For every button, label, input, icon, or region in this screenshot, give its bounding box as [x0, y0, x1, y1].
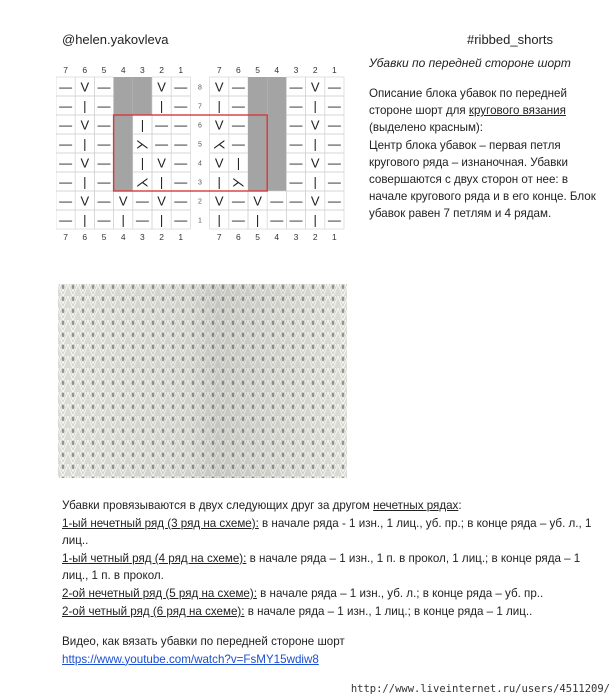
stitch-symbol: —: [97, 174, 111, 190]
stitch-symbol: ⋌: [135, 174, 149, 190]
stitch-symbol: |: [83, 136, 87, 152]
stitch-symbol: V: [310, 117, 320, 133]
instruction-4: [62, 603, 602, 621]
instruction-3: [62, 585, 602, 603]
stitch-symbol: —: [59, 174, 73, 190]
gray-cell: [267, 134, 286, 153]
stitch-symbol: |: [217, 212, 221, 228]
chart-title: Убавки по передней стороне шорт: [369, 56, 571, 70]
stitch-symbol: V: [310, 193, 320, 209]
row-number: 6: [198, 122, 202, 130]
instruction-2-head: 1-ый четный ряд (4 ряд на схеме):: [62, 551, 247, 565]
col-number-top: 7: [63, 65, 68, 75]
instruction-2: [62, 550, 602, 585]
gray-cell: [248, 134, 267, 153]
stitch-symbol: |: [159, 212, 164, 228]
stitch-symbol: —: [327, 98, 341, 114]
col-number-top: 4: [120, 65, 126, 75]
stitch-symbol: |: [217, 98, 221, 114]
stitch-symbol: —: [97, 136, 111, 152]
col-number-bottom: 3: [140, 232, 145, 242]
col-number-top: 1: [332, 65, 337, 75]
col-number-bottom: 7: [216, 232, 222, 242]
stitch-symbol: —: [289, 155, 303, 171]
gray-cell: [114, 134, 133, 153]
col-number-bottom: 7: [63, 232, 68, 242]
stitch-symbol: —: [174, 117, 188, 133]
stitch-symbol: —: [174, 136, 188, 152]
stitch-symbol: V: [157, 155, 166, 171]
stitch-symbol: |: [140, 155, 145, 171]
col-number-bottom: 2: [312, 232, 318, 242]
desc-part1: Описание блока убавок по передней стороне шорт для: [369, 87, 567, 118]
col-number-top: 4: [274, 65, 280, 75]
stitch-symbol: V: [157, 79, 166, 95]
stitch-symbol: —: [59, 98, 73, 114]
stitch-symbol: —: [97, 79, 111, 95]
stitch-symbol: —: [270, 193, 284, 209]
stitch-symbol: —: [135, 212, 149, 228]
stitch-symbol: —: [174, 155, 188, 171]
row-number: 1: [198, 217, 202, 225]
gray-cell: [114, 153, 133, 172]
stitch-symbol: —: [59, 136, 73, 152]
stitch-symbol: |: [255, 212, 260, 228]
stitch-symbol: —: [289, 117, 303, 133]
stitch-symbol: V: [214, 193, 224, 209]
stitch-symbol: —: [174, 174, 188, 190]
intro-line: [62, 497, 602, 515]
desc-body: Центр блока убавок – первая петля кругового ряда – изнаночная. Убавки совершаются с двух сторон от нее: в начале кругового ряда и в его конце. Блок убавок равен 7 петлям и 4 рядам.: [369, 138, 596, 221]
col-number-bottom: 3: [293, 232, 299, 242]
stitch-symbol: V: [310, 79, 320, 95]
row-number: 3: [198, 179, 202, 187]
stitch-symbol: V: [80, 117, 90, 133]
stitch-symbol: —: [97, 155, 111, 171]
row-number: 5: [198, 141, 202, 149]
stitch-symbol: —: [231, 79, 245, 95]
stitch-symbol: |: [159, 174, 164, 190]
decrease-instructions: [62, 497, 602, 620]
stitch-symbol: —: [174, 79, 188, 95]
chart-description: [369, 85, 604, 223]
stitch-symbol: —: [327, 193, 341, 209]
gray-cell: [133, 96, 152, 115]
stitch-symbol: —: [155, 117, 169, 133]
instruction-2-body: в начале ряда – 1 изн., 1 п. в прокол, 1 лиц.; в конце ряда – 1 лиц., 1 п. в прокол.: [62, 551, 581, 583]
stitch-symbol: ⋋: [135, 136, 149, 152]
stitch-symbol: —: [174, 193, 188, 209]
row-number: 4: [198, 160, 202, 168]
stitch-symbol: —: [155, 136, 169, 152]
stitch-symbol: —: [327, 155, 341, 171]
stitch-symbol: —: [135, 193, 149, 209]
stitch-symbol: |: [140, 117, 145, 133]
stitch-symbol: |: [313, 212, 317, 228]
stitch-symbol: —: [59, 193, 73, 209]
stitch-symbol: |: [159, 98, 164, 114]
col-number-top: 7: [216, 65, 222, 75]
desc-link: кругового вязания: [468, 104, 566, 118]
video-link[interactable]: https://www.youtube.com/watch?v=FsMY15wdiw8: [62, 652, 319, 666]
stitch-symbol: —: [59, 212, 73, 228]
col-number-top: 3: [140, 65, 145, 75]
stitch-symbol: V: [214, 117, 224, 133]
stitch-symbol: |: [236, 155, 241, 171]
col-number-bottom: 2: [159, 232, 164, 242]
gray-cell: [114, 115, 133, 134]
stitch-symbol: —: [327, 117, 341, 133]
stitch-symbol: —: [289, 212, 303, 228]
gray-cell: [114, 172, 133, 191]
instruction-1-body: в начале ряда - 1 изн., 1 лиц., уб. пр.; в конце ряда – уб. л., 1 лиц..: [62, 516, 592, 548]
col-number-top: 2: [312, 65, 318, 75]
col-number-top: 1: [178, 65, 184, 75]
knitting-photo: [58, 284, 347, 478]
row-number: 7: [198, 103, 202, 111]
gray-cell: [114, 77, 133, 96]
gray-cell: [248, 172, 267, 191]
stitch-symbol: —: [231, 193, 245, 209]
stitch-symbol: V: [80, 155, 90, 171]
desc-part2: (выделено красным):: [369, 121, 484, 135]
col-number-bottom: 6: [82, 232, 88, 242]
stitch-symbol: —: [289, 79, 303, 95]
col-number-top: 6: [82, 65, 88, 75]
stitch-symbol: —: [59, 117, 73, 133]
gray-cell: [133, 77, 152, 96]
gray-cell: [267, 153, 286, 172]
gray-cell: [267, 96, 286, 115]
intro-underlined: нечетных рядах: [373, 499, 459, 512]
gray-cell: [114, 96, 133, 115]
stitch-symbol: —: [327, 136, 341, 152]
stitch-symbol: —: [327, 212, 341, 228]
video-block: [62, 633, 345, 668]
stitch-symbol: —: [231, 117, 245, 133]
stitch-symbol: —: [231, 98, 245, 114]
stitch-symbol: V: [118, 193, 128, 209]
stitch-symbol: V: [214, 155, 224, 171]
stitch-symbol: V: [80, 193, 90, 209]
stitch-symbol: —: [327, 79, 341, 95]
stitch-symbol: |: [313, 174, 317, 190]
stitch-symbol: V: [157, 193, 166, 209]
stitch-symbol: |: [83, 174, 87, 190]
hashtag: #ribbed_shorts: [467, 32, 553, 47]
col-number-top: 6: [236, 65, 241, 75]
stitch-symbol: |: [83, 98, 87, 114]
gray-cell: [248, 153, 267, 172]
stitch-symbol: —: [97, 212, 111, 228]
stitch-symbol: —: [289, 98, 303, 114]
stitch-symbol: ⋌: [212, 136, 226, 152]
instruction-1-head: 1-ый нечетный ряд (3 ряд на схеме):: [62, 516, 259, 530]
col-number-bottom: 4: [120, 232, 126, 242]
instruction-4-body: в начале ряда – 1 изн., 1 лиц.; в конце ряда – 1 лиц..: [244, 604, 533, 618]
video-label: Видео, как вязать убавки по передней стороне шорт: [62, 635, 345, 648]
stitch-symbol: —: [289, 136, 303, 152]
stitch-symbol: —: [231, 136, 245, 152]
stitch-symbol: V: [253, 193, 262, 209]
instruction-3-body: в начале ряда – 1 изн., уб. л.; в конце ряда – уб. пр..: [256, 586, 544, 600]
stitch-symbol: —: [59, 155, 73, 171]
col-number-bottom: 1: [332, 232, 337, 242]
stitch-symbol: |: [121, 212, 125, 228]
stitch-symbol: —: [97, 117, 111, 133]
col-number-top: 5: [255, 65, 260, 75]
intro-a: Убавки провязываются в двух следующих друг за другом: [62, 499, 374, 512]
gray-cell: [267, 115, 286, 134]
gray-cell: [267, 77, 286, 96]
row-number: 8: [198, 84, 202, 92]
stitch-symbol: —: [174, 212, 188, 228]
stitch-symbol: —: [97, 98, 111, 114]
gray-cell: [267, 172, 286, 191]
gray-cell: [248, 77, 267, 96]
col-number-top: 3: [293, 65, 299, 75]
stitch-symbol: —: [59, 79, 73, 95]
stitch-symbol: V: [214, 79, 224, 95]
stitch-symbol: —: [289, 193, 303, 209]
knitting-chart: [56, 62, 345, 260]
intro-b: :: [458, 499, 462, 512]
col-number-top: 2: [159, 65, 164, 75]
instruction-1: [62, 515, 602, 550]
stitch-symbol: |: [83, 212, 87, 228]
stitch-symbol: ⋋: [231, 174, 245, 190]
col-number-bottom: 4: [274, 232, 280, 242]
col-number-top: 5: [101, 65, 107, 75]
stitch-symbol: V: [80, 79, 90, 95]
col-number-bottom: 5: [101, 232, 107, 242]
stitch-symbol: V: [310, 155, 320, 171]
stitch-symbol: |: [313, 98, 317, 114]
stitch-symbol: |: [217, 174, 221, 190]
stitch-symbol: —: [174, 98, 188, 114]
instruction-4-head: 2-ой четный ряд (6 ряд на схеме):: [62, 604, 245, 618]
watermark: http://www.liveinternet.ru/users/4511209/: [350, 683, 610, 695]
stitch-symbol: |: [313, 136, 317, 152]
gray-cell: [248, 96, 267, 115]
gray-cell: [248, 115, 267, 134]
col-number-bottom: 5: [255, 232, 260, 242]
col-number-bottom: 1: [178, 232, 184, 242]
stitch-symbol: —: [231, 212, 245, 228]
col-number-bottom: 6: [236, 232, 241, 242]
row-number: 2: [198, 198, 202, 206]
stitch-symbol: —: [270, 212, 284, 228]
stitch-symbol: —: [327, 174, 341, 190]
stitch-symbol: —: [97, 193, 111, 209]
author-handle: @helen.yakovleva: [62, 32, 169, 47]
instruction-3-head: 2-ой нечетный ряд (5 ряд на схеме):: [62, 586, 257, 600]
stitch-symbol: —: [289, 174, 303, 190]
